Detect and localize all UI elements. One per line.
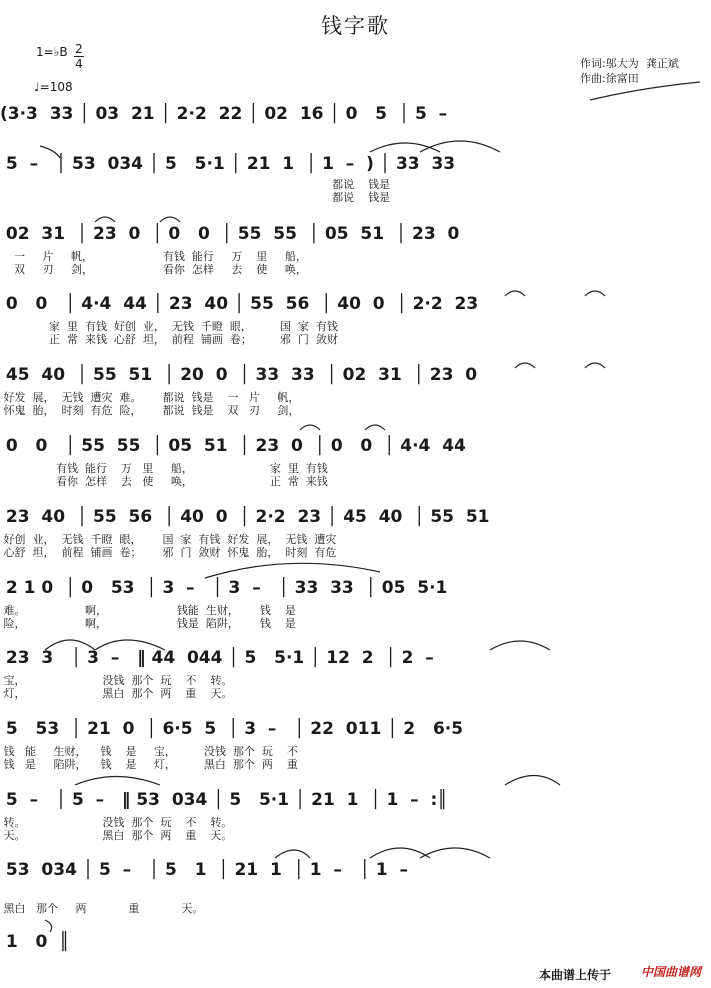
row-notes: 23 3 │ 3 – ‖ 44 044 │ 5 5·1 │ 12 2 │ 2 –	[0, 648, 434, 668]
lyric-verse-2: 天。 黑白 那个 两 重 天。	[0, 829, 233, 842]
song-title: 钱字歌	[321, 14, 390, 38]
lyric-verse-2: 看你 怎样 去 使 唤， 正 常 来钱	[0, 475, 328, 488]
row-notes: 0 0 │ 4·4 44 │ 23 40 │ 55 56 │ 40 0 │ 2·2 23	[0, 294, 479, 314]
score-row-10	[0, 719, 711, 799]
lyric-verse-1: 宝， 没钱 那个 玩 不 转。	[0, 674, 233, 687]
row-notes: 5 53 │ 21 0 │ 6·5 5 │ 3 – │ 22 011 │ 2 6·5	[0, 719, 464, 739]
score-row-7	[0, 507, 711, 587]
row-notes: 5 – │ 5 – ‖ 53 034 │ 5 5·1 │ 21 1 │ 1 – :║	[0, 790, 448, 810]
score-row-12	[0, 860, 711, 940]
time-signature	[74, 43, 84, 70]
row-notes: 2 1 0 │ 0 53 │ 3 – │ 3 – │ 33 33 │ 05 5·1	[0, 578, 448, 598]
score-row-8	[0, 578, 711, 658]
lyric-verse-1: 都说 钱是	[0, 178, 391, 191]
upload-credit: 本曲谱上传于	[538, 968, 611, 982]
lyric-verse-2: 怀鬼 胎， 时刻 有危 险， 都说 钱是 双 刃 剑，	[0, 404, 300, 417]
tempo-marking: ♩=108	[34, 80, 73, 94]
time-bottom: 4	[75, 57, 83, 71]
score-row-5	[0, 365, 711, 445]
lyric-verse-1: 钱 能 生财， 钱 是 宝， 没钱 那个 玩 不	[0, 745, 298, 758]
lyric-verse-1: 一 片 帆， 有钱 能行 万 里 船，	[0, 250, 307, 263]
composer-credit: 作曲:徐富田	[580, 72, 639, 85]
lyric-verse-1: 难。 啊， 钱能 生财， 钱 是	[0, 604, 296, 617]
lyric-verse-1: 家 里 有钱 好创 业， 无钱 千瞪 眼， 国 家 有钱	[0, 320, 338, 333]
lyric-verse-2: 心舒 坦， 前程 铺画 卷； 邪 门 敛财 怀鬼 胎， 时刻 有危	[0, 546, 337, 559]
lyric-verse-2: 灯， 黑白 那个 两 重 天。	[0, 687, 233, 700]
row-notes: 02 31 │ 23 0 │ 0 0 │ 55 55 │ 05 51 │ 23 0	[0, 224, 460, 244]
lyric-verse-2: 正 常 来钱 心舒 坦， 前程 铺画 卷； 邪 门 敛财	[0, 333, 338, 346]
key-signature: 1=♭B	[36, 45, 68, 59]
lyric-verse-1: 好发 展， 无钱 遭灾 难。 都说 钱是 一 片 帆，	[0, 391, 300, 404]
lyric-verse-2: 钱 是 陷阱， 钱 是 灯， 黑白 那个 两 重	[0, 758, 298, 771]
row-notes: 53 034 │ 5 – │ 5 1 │ 21 1 │ 1 – │ 1 –	[0, 860, 408, 880]
row-notes: 1 0 ║	[0, 932, 70, 952]
score-row-11	[0, 790, 711, 870]
score-row-4	[0, 294, 711, 374]
row-notes: 45 40 │ 55 51 │ 20 0 │ 33 33 │ 02 31 │ 23 0	[0, 365, 478, 385]
site-logo[interactable]: 中国曲谱网	[640, 965, 701, 979]
lyric-verse-1: 转。 没钱 那个 玩 不 转。	[0, 816, 233, 829]
time-top: 2	[75, 42, 83, 56]
lyric-verse-2: 黑白 那个 两 重 天。	[0, 902, 204, 915]
row-notes: 0 0 │ 55 55 │ 05 51 │ 23 0 │ 0 0 │ 4·4 44	[0, 436, 466, 456]
score-row-9	[0, 648, 711, 728]
row-notes: (3·3 33 │ 03 21 │ 2·2 22 │ 02 16 │ 0 5 │ 5 –	[0, 104, 448, 124]
lyric-verse-2: 都说 钱是	[0, 191, 391, 204]
lyric-verse-1: 有钱 能行 万 里 船， 家 里 有钱	[0, 462, 328, 475]
row-notes: 5 – │ 53 034 │ 5 5·1 │ 21 1 │ 1 – ) │ 33 33	[0, 154, 456, 174]
row-notes: 23 40 │ 55 56 │ 40 0 │ 2·2 23 │ 45 40 │ 55 51	[0, 507, 490, 527]
score-row-2	[0, 154, 711, 234]
lyric-verse-2: 险， 啊， 钱是 陷阱， 钱 是	[0, 617, 296, 630]
lyric-verse-1: 好创 业， 无钱 千瞪 眼， 国 家 有钱 好发 展， 无钱 遭灾	[0, 533, 337, 546]
lyricist-credit: 作词:邬大为 龚正斌	[580, 57, 679, 70]
lyric-verse-2: 双 刃 剑， 看你 怎样 去 使 唤，	[0, 263, 307, 276]
score-row-6	[0, 436, 711, 516]
score-row-3	[0, 224, 711, 304]
